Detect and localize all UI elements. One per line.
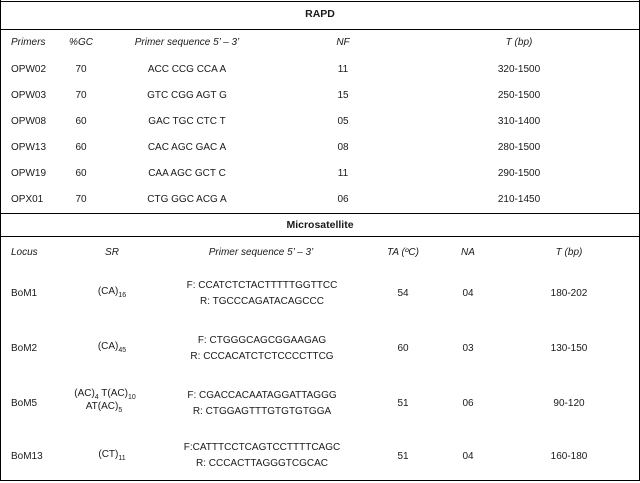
micro-na: 03 bbox=[462, 343, 474, 354]
micro-locus: BoM5 bbox=[11, 398, 38, 409]
rapd-t: 250-1500 bbox=[497, 90, 541, 101]
micro-sr: $(CA)_{45}$ bbox=[97, 341, 127, 354]
rapd-title-rule bbox=[0, 29, 640, 30]
rapd-sequence: GAC TGC CTC T bbox=[148, 116, 226, 127]
micro-t: 180-202 bbox=[550, 288, 588, 299]
micro-forward-primer: F: CCATCTCTACTTTTTGGTTCC bbox=[186, 280, 338, 291]
micro-locus: BoM1 bbox=[11, 288, 38, 299]
micro-locus: BoM2 bbox=[11, 343, 38, 354]
micro-t: 160-180 bbox=[550, 451, 588, 462]
micro-header-sr: SR bbox=[105, 247, 119, 258]
micro-sr-line2: $AT(AC)_5$ bbox=[85, 401, 123, 414]
rapd-sequence: CAC AGC GAC A bbox=[147, 142, 227, 153]
micro-header-ta: TA (ºC) bbox=[387, 247, 419, 258]
rapd-gc: 60 bbox=[75, 142, 87, 153]
micro-ta: 51 bbox=[397, 451, 409, 462]
rapd-gc: 70 bbox=[75, 194, 87, 205]
micro-ta: 54 bbox=[397, 288, 409, 299]
rapd-primer: OPW19 bbox=[11, 168, 47, 179]
micro-t: 90-120 bbox=[553, 398, 585, 409]
rapd-t: 320-1500 bbox=[497, 64, 541, 75]
rapd-title: RAPD bbox=[305, 8, 335, 20]
rapd-primer: OPX01 bbox=[11, 194, 44, 205]
rapd-nf: 11 bbox=[337, 64, 349, 75]
micro-sr: $(CA)_{16}$ bbox=[97, 286, 127, 299]
rapd-header-nf: NF bbox=[336, 37, 350, 48]
micro-forward-primer: F: CGACCACAATAGGATTAGGG bbox=[187, 390, 337, 401]
rapd-sequence: CTG GGC ACG A bbox=[147, 194, 227, 205]
micro-header-na: NA bbox=[461, 247, 475, 258]
rapd-header-gc: %GC bbox=[69, 37, 93, 48]
micro-forward-primer: F: CTGGGCAGCGGAAGAG bbox=[197, 335, 327, 346]
micro-sr: $(AC)_4$ $T(AC)_{10}$ bbox=[74, 388, 136, 401]
rapd-gc: 70 bbox=[75, 90, 87, 101]
micro-ta: 51 bbox=[397, 398, 409, 409]
rapd-gc: 60 bbox=[75, 116, 87, 127]
micro-na: 04 bbox=[462, 288, 474, 299]
micro-title-rule bbox=[0, 236, 640, 237]
micro-t: 130-150 bbox=[550, 343, 588, 354]
micro-na: 06 bbox=[462, 398, 474, 409]
micro-locus: BoM13 bbox=[11, 451, 43, 462]
rapd-primer: OPW02 bbox=[11, 64, 47, 75]
rapd-primer: OPW08 bbox=[11, 116, 47, 127]
rapd-t: 280-1500 bbox=[497, 142, 541, 153]
rapd-sequence: CAA AGC GCT C bbox=[148, 168, 226, 179]
rapd-sequence: GTC CGG AGT G bbox=[147, 90, 227, 101]
rapd-nf: 11 bbox=[337, 168, 349, 179]
micro-forward-primer: F:CATTTCCTCAGTCCTTTTCAGC bbox=[183, 442, 341, 453]
rapd-gc: 70 bbox=[75, 64, 87, 75]
rapd-nf: 15 bbox=[337, 90, 349, 101]
rapd-nf: 08 bbox=[337, 142, 349, 153]
left-border bbox=[0, 0, 1, 481]
rapd-primer: OPW03 bbox=[11, 90, 47, 101]
micro-reverse-primer: R: CCCACTTAGGGTCGCAC bbox=[195, 458, 329, 469]
micro-na: 04 bbox=[462, 451, 474, 462]
micro-header-t: T (bp) bbox=[555, 247, 583, 258]
rapd-header-sequence: Primer sequence 5’ – 3’ bbox=[134, 37, 240, 48]
rapd-sequence: ACC CCG CCA A bbox=[147, 64, 227, 75]
micro-ta: 60 bbox=[397, 343, 409, 354]
rapd-header-primers: Primers bbox=[11, 37, 46, 48]
micro-header-locus: Locus bbox=[11, 247, 38, 258]
rapd-header-t: T (bp) bbox=[505, 37, 533, 48]
micro-reverse-primer: R: TGCCCAGATACAGCCC bbox=[200, 296, 324, 307]
rapd-primer: OPW13 bbox=[11, 142, 47, 153]
bottom-border bbox=[0, 480, 640, 481]
rapd-t: 210-1450 bbox=[497, 194, 541, 205]
rapd-gc: 60 bbox=[75, 168, 87, 179]
micro-header-sequence: Primer sequence 5’ – 3’ bbox=[208, 247, 314, 258]
rapd-nf: 06 bbox=[337, 194, 349, 205]
micro-sr: $(CT)_{11}$ bbox=[98, 449, 126, 462]
section-divider bbox=[0, 213, 640, 214]
micro-title: Microsatellite bbox=[286, 219, 354, 231]
micro-reverse-primer: R: CTGGAGTTTGTGTGTGGA bbox=[192, 406, 332, 417]
rapd-t: 310-1400 bbox=[497, 116, 541, 127]
micro-reverse-primer: R: CCCACATCTCTCCCCTTCG bbox=[190, 351, 334, 362]
top-border bbox=[0, 1, 640, 2]
rapd-t: 290-1500 bbox=[497, 168, 541, 179]
rapd-nf: 05 bbox=[337, 116, 349, 127]
